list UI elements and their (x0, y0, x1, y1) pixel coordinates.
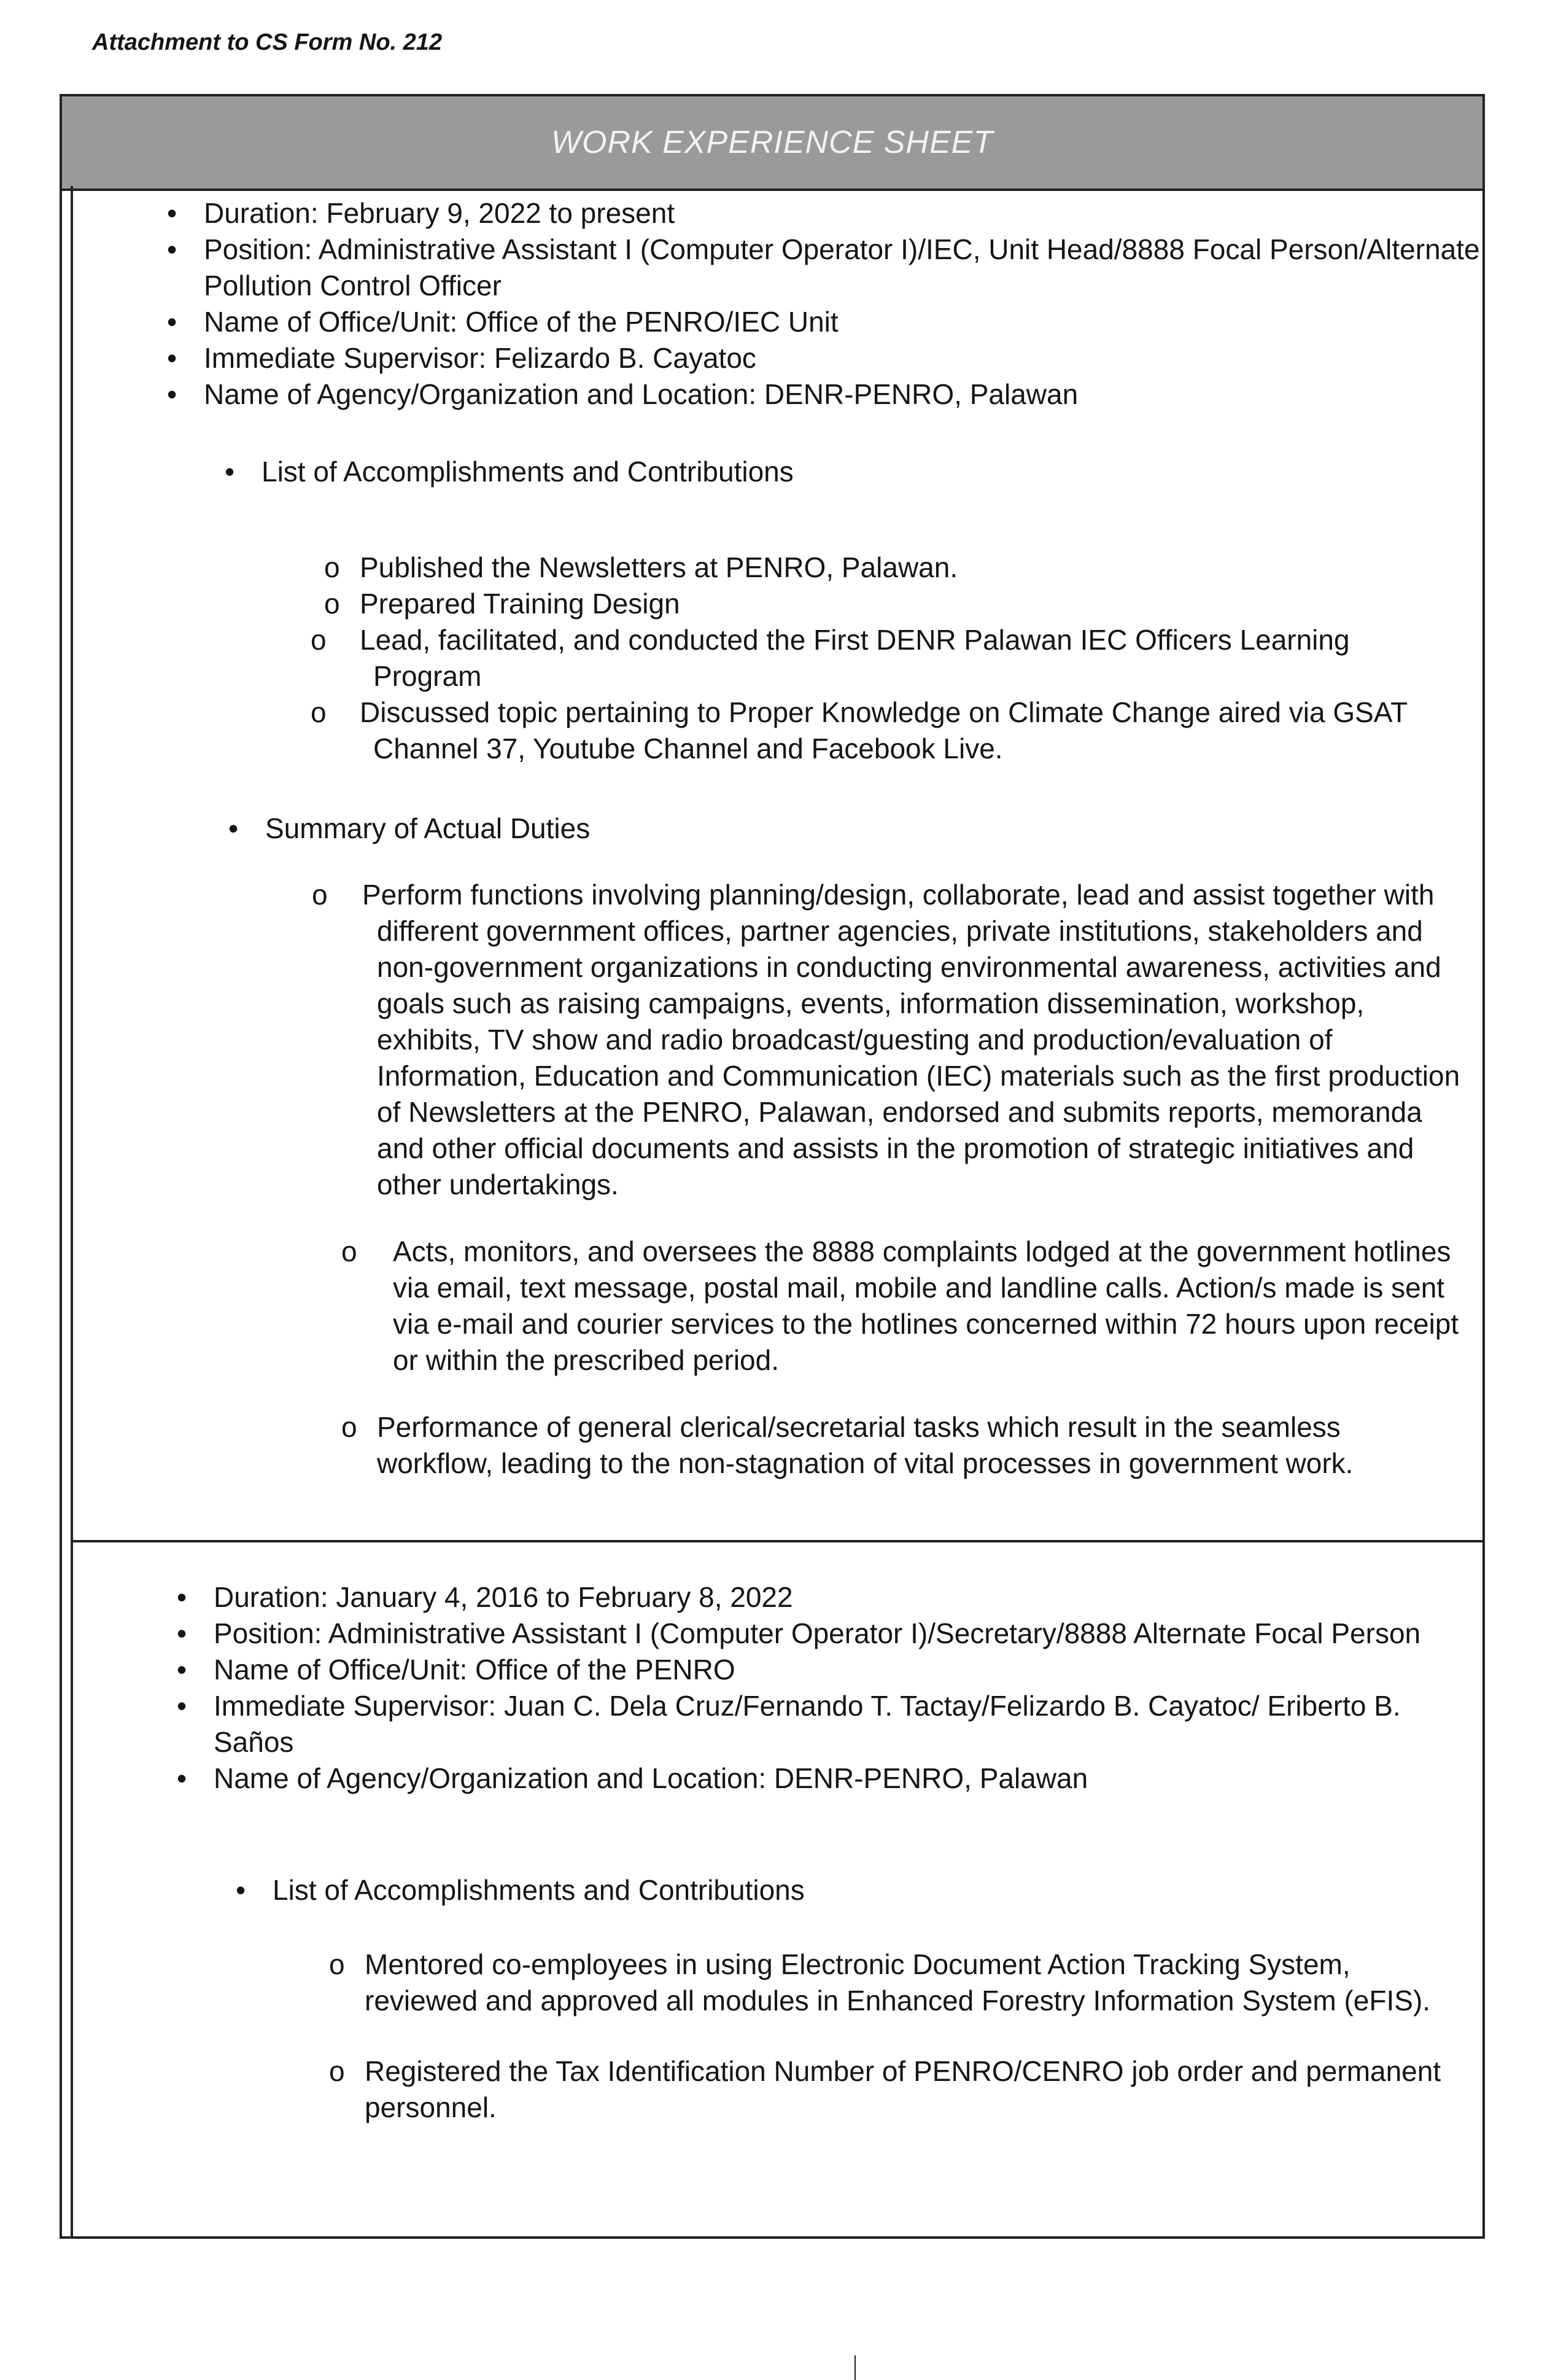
entry-1-accomplishment-3: o Lead, facilitated, and conducted the First DENR Palawan IEC Officers Learning Program (360, 622, 1452, 694)
entry-2-accomplishments-heading (273, 1872, 805, 1908)
entry-1-duration: • Duration: February 9, 2022 to present (204, 195, 1481, 231)
entry-divider (71, 1540, 1485, 1542)
entry-2-details (214, 1579, 1484, 1797)
entry-left-rule (71, 186, 73, 2239)
entry-2-accomplishments-list (365, 1946, 1457, 2126)
entry-1-duty-3: o Performance of general clerical/secretarial tasks which result in the seamless workflow, leading to the non-stagnation of vital processes in government work. (377, 1409, 1461, 1482)
scan-mark (854, 2355, 856, 2380)
entry-1-accomplishments-heading (262, 454, 794, 490)
entry-1-duty-2: o Acts, monitors, and oversees the 8888 complaints lodged at the government hotlines via email, text message, postal mail, mobile and landline calls. Action/s made is sent via e-mail and courier services to the hotlines concerned within 72 hours upon receipt or within the prescribed period. (377, 1234, 1461, 1379)
entry-1-duties-heading (265, 811, 590, 847)
entry-1-accomplishment-4: o Discussed topic pertaining to Proper Knowledge on Climate Change aired via GSAT Channel 37, Youtube Channel and Facebook Live. (360, 694, 1452, 767)
entry-2-accomplishment-2: o Registered the Tax Identification Number of PENRO/CENRO job order and permanent personnel. (365, 2053, 1457, 2126)
entry-1-accomplishment-1: o Published the Newsletters at PENRO, Palawan. (360, 550, 1452, 586)
entry-1-duties-label: • Summary of Actual Duties (265, 811, 590, 847)
sheet-header (62, 96, 1482, 191)
entry-2-office: • Name of Office/Unit: Office of the PENRO (214, 1652, 1484, 1688)
entry-1-accomplishment-2: o Prepared Training Design (360, 586, 1452, 622)
entry-1-supervisor: • Immediate Supervisor: Felizardo B. Cayatoc (204, 340, 1481, 376)
sheet-title: WORK EXPERIENCE SHEET (551, 125, 994, 160)
entry-1-duties-list (362, 877, 1461, 1482)
entry-1-agency: • Name of Agency/Organization and Location: DENR-PENRO, Palawan (204, 376, 1481, 413)
entry-1-position: • Position: Administrative Assistant I (Computer Operator I)/IEC, Unit Head/8888 Focal Person/Alternate Pollution Control Officer (204, 231, 1481, 304)
entry-2-position: • Position: Administrative Assistant I (Computer Operator I)/Secretary/8888 Alternate Focal Person (214, 1616, 1484, 1652)
entry-2-duration: • Duration: January 4, 2016 to February 8, 2022 (214, 1579, 1484, 1616)
attachment-label: Attachment to CS Form No. 212 (92, 29, 443, 55)
entry-1-accomplishments-label: • List of Accomplishments and Contributions (262, 454, 794, 490)
entry-2-agency: • Name of Agency/Organization and Location: DENR-PENRO, Palawan (214, 1760, 1484, 1797)
entry-1-duty-1: o Perform functions involving planning/design, collaborate, lead and assist together with different government offices, partner agencies, private institutions, stakeholders and non-government organizations in conducting environmental awareness, activities and goals such as raising campaigns, events, information dissemination, workshop, exhibits, TV show and radio broadcast/guesting and production/evaluation of Information, Education and Communication (IEC) materials such as the first production of Newsletters at the PENRO, Palawan, endorsed and submits reports, memoranda and other official documents and assists in the promotion of strategic initiatives and other undertakings. (362, 877, 1461, 1203)
entry-1-accomplishments-list (360, 550, 1452, 767)
entry-1-details (204, 195, 1481, 413)
entry-1-office: • Name of Office/Unit: Office of the PENRO/IEC Unit (204, 304, 1481, 340)
entry-2-supervisor: • Immediate Supervisor: Juan C. Dela Cruz/Fernando T. Tactay/Felizardo B. Cayatoc/ Eriberto B. Saños (214, 1688, 1484, 1760)
entry-2-accomplishment-1: o Mentored co-employees in using Electronic Document Action Tracking System, reviewed and approved all modules in Enhanced Forestry Information System (eFIS). (365, 1946, 1457, 2019)
entry-2-accomplishments-label: • List of Accomplishments and Contributions (273, 1872, 805, 1908)
